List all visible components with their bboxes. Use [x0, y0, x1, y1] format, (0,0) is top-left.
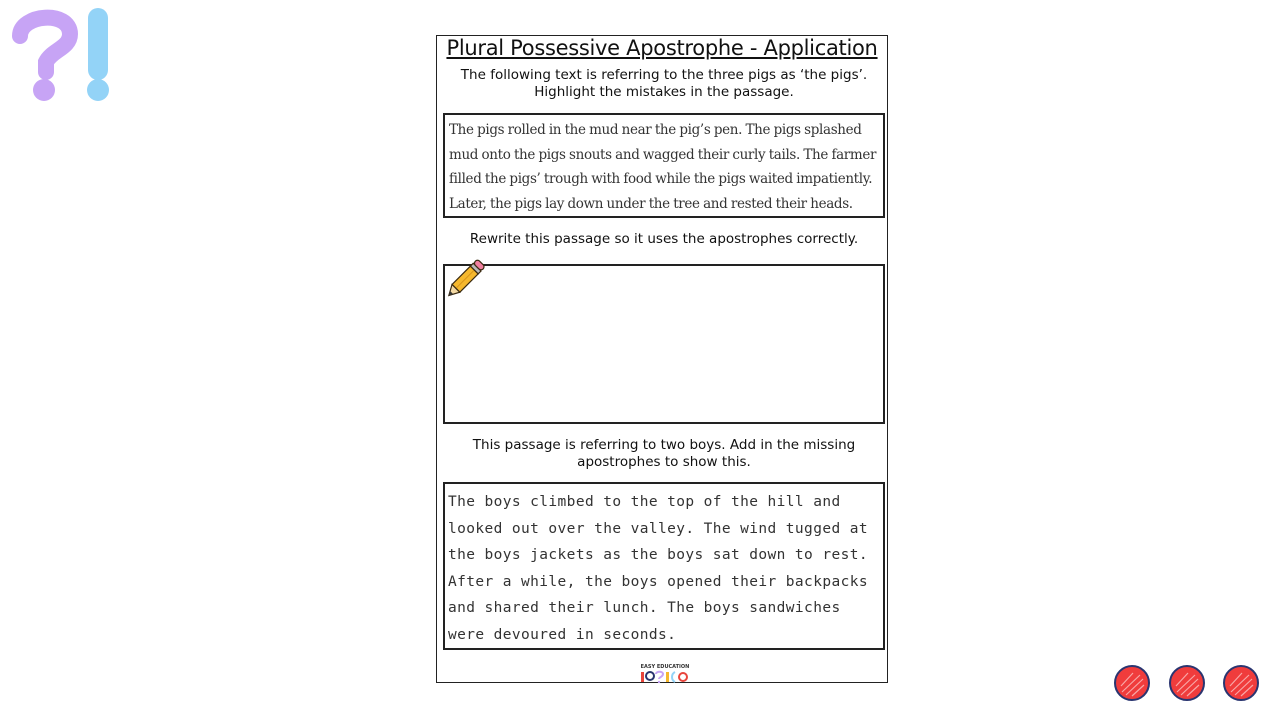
- question-exclamation-icon: [12, 6, 122, 106]
- instruction-add-apostrophes: This passage is referring to two boys. Add in the missing apostrophes to show this.: [472, 437, 856, 470]
- nav-button-1[interactable]: [1113, 664, 1151, 702]
- red-scribble-circle-icon: [1113, 664, 1151, 702]
- instruction-highlight: The following text is referring to the three pigs as ‘the pigs’. Highlight the mistakes in the passage.: [460, 67, 868, 100]
- passage-pigs-text: The pigs rolled in the mud near the pig’s pen. The pigs splashed mud onto the pigs snouts and wagged their curly tails. The farmer filled the pigs’ trough with food while the pigs waited impatiently. Later, the pigs lay down under the tree and rested their heads.: [449, 122, 877, 212]
- logo-glyphs-icon: [637, 670, 693, 684]
- passage-boys-text: The boys climbed to the top of the hill and looked out over the valley. The wind tugged at the boys jackets as the boys sat down to rest. After a while, the boys opened their backpacks and shared their lunch. The boys sandwiches were devoured in seconds.: [448, 494, 868, 643]
- instruction-rewrite: Rewrite this passage so it uses the apostrophes correctly.: [469, 231, 859, 247]
- passage-box-pigs: [443, 113, 885, 218]
- pencil-icon: [447, 254, 491, 298]
- nav-button-3[interactable]: [1222, 664, 1260, 702]
- logo-caption: EASY EDUCATION: [640, 664, 690, 670]
- rewrite-answer-box[interactable]: [443, 264, 885, 424]
- red-scribble-circle-icon: [1222, 664, 1260, 702]
- passage-box-boys: [443, 482, 885, 650]
- red-scribble-circle-icon: [1168, 664, 1206, 702]
- worksheet-title: Plural Possessive Apostrophe - Application: [446, 36, 878, 60]
- nav-button-2[interactable]: [1168, 664, 1206, 702]
- worksheet-page: [436, 35, 888, 683]
- easy-education-logo: [637, 664, 693, 684]
